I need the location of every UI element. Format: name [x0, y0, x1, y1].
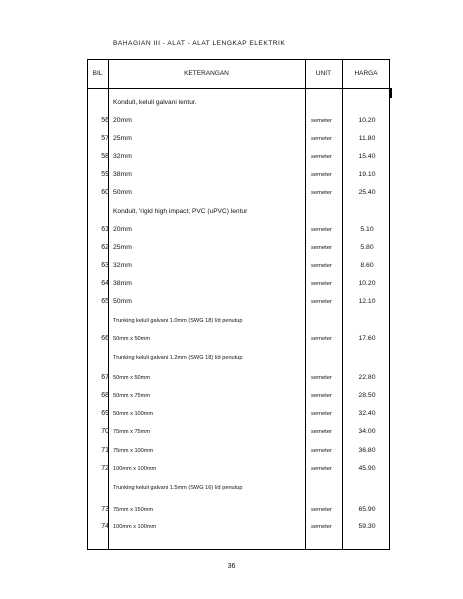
- table-row: [87, 133, 390, 145]
- row-price: 11.80: [358, 135, 376, 142]
- table-row: [87, 372, 390, 384]
- row-description: 100mm x 100mm: [113, 466, 157, 472]
- row-bil: 59: [101, 171, 109, 178]
- row-bil: 74: [101, 523, 109, 530]
- row-price: 10.20: [358, 280, 376, 287]
- row-unit: semeter: [311, 393, 332, 399]
- row-unit: semeter: [311, 227, 332, 233]
- row-price: 34.00: [358, 428, 376, 435]
- section-title: Trunking keluli galvani 1.2mm (SWG 18) l/d penutup: [113, 355, 243, 361]
- row-unit: semeter: [311, 190, 332, 196]
- row-description: 50mm: [113, 298, 132, 305]
- table-row: [87, 278, 390, 290]
- table-row: [87, 260, 390, 272]
- row-description: 32mm: [113, 153, 132, 160]
- table-edge-marker: [389, 88, 392, 98]
- row-unit: semeter: [311, 375, 332, 381]
- column-header-bil: BIL: [92, 70, 103, 77]
- row-bil: 56: [101, 117, 109, 124]
- header-separator: [87, 88, 390, 89]
- table-row: [87, 224, 390, 236]
- row-unit: semeter: [311, 466, 332, 472]
- row-description: 75mm x 150mm: [113, 507, 154, 513]
- row-description: 20mm: [113, 226, 132, 233]
- row-price: 28.50: [358, 392, 376, 399]
- row-price: 45.90: [358, 465, 376, 472]
- row-bil: 62: [101, 244, 109, 251]
- row-description: 50mm x 50mm: [113, 336, 150, 342]
- table-row: [87, 390, 390, 402]
- row-price: 32.40: [358, 410, 376, 417]
- row-price: 17.60: [358, 335, 376, 342]
- section-title: Konduit, 'rigid high impact; PVC (uPVC) lentur: [113, 208, 248, 215]
- row-bil: 72: [101, 465, 109, 472]
- row-price: 25.40: [358, 189, 376, 196]
- row-price: 15.40: [358, 153, 376, 160]
- row-description: 50mm: [113, 189, 132, 196]
- table-row: [87, 408, 390, 420]
- row-unit: semeter: [311, 172, 332, 178]
- row-bil: 64: [101, 280, 109, 287]
- row-description: 75mm x 75mm: [113, 429, 150, 435]
- page-heading: BAHAGIAN III - ALAT - ALAT LENGKAP ELEKTRIK: [113, 40, 286, 47]
- row-description: 38mm: [113, 171, 132, 178]
- table-row: [87, 445, 390, 457]
- column-header-unit: UNIT: [315, 70, 332, 77]
- row-unit: semeter: [311, 411, 332, 417]
- table-row: [87, 426, 390, 438]
- row-description: 75mm x 100mm: [113, 448, 154, 454]
- section-title: Konduit, keluli galvani lentur.: [113, 99, 197, 106]
- section-title: Trunking keluli galvani 1.0mm (SWG 18) l/d penutup: [113, 318, 243, 324]
- row-bil: 63: [101, 262, 109, 269]
- row-price: 5.10: [360, 226, 374, 233]
- row-unit: semeter: [311, 118, 332, 124]
- row-bil: 60: [101, 189, 109, 196]
- row-description: 32mm: [113, 262, 132, 269]
- row-price: 22.80: [358, 374, 376, 381]
- row-bil: 71: [101, 447, 109, 454]
- row-description: 20mm: [113, 117, 132, 124]
- row-bil: 70: [101, 428, 109, 435]
- row-bil: 66: [101, 335, 109, 342]
- row-unit: semeter: [311, 136, 332, 142]
- row-bil: 68: [101, 392, 109, 399]
- table-row: [87, 296, 390, 308]
- table-row: [87, 504, 390, 516]
- row-unit: semeter: [311, 263, 332, 269]
- row-unit: semeter: [311, 524, 332, 530]
- row-unit: semeter: [311, 281, 332, 287]
- row-price: 12.10: [358, 298, 376, 305]
- row-bil: 57: [101, 135, 109, 142]
- row-unit: semeter: [311, 336, 332, 342]
- table-row: [87, 242, 390, 254]
- row-unit: semeter: [311, 507, 332, 513]
- row-description: 50mm x 50mm: [113, 375, 150, 381]
- column-header-harga: HARGA: [354, 70, 378, 77]
- row-bil: 69: [101, 410, 109, 417]
- section-title: Trunking keluli galvani 1.5mm (SWG 16) l/d penutup: [113, 485, 243, 491]
- row-price: 19.10: [358, 171, 376, 178]
- row-description: 38mm: [113, 280, 132, 287]
- table-row: [87, 333, 390, 345]
- row-description: 25mm: [113, 244, 132, 251]
- row-price: 5.80: [360, 244, 374, 251]
- row-description: 25mm: [113, 135, 132, 142]
- table-row: [87, 169, 390, 181]
- column-header-keterangan: KETERANGAN: [184, 70, 229, 77]
- row-description: 50mm x 75mm: [113, 393, 150, 399]
- row-bil: 73: [101, 506, 109, 513]
- row-bil: 58: [101, 153, 109, 160]
- table-row: [87, 187, 390, 199]
- row-price: 10.20: [358, 117, 376, 124]
- table-row: [87, 521, 390, 533]
- row-unit: semeter: [311, 299, 332, 305]
- row-bil: 65: [101, 298, 109, 305]
- row-unit: semeter: [311, 448, 332, 454]
- row-price: 36.80: [358, 447, 376, 454]
- row-price: 59.30: [358, 523, 376, 530]
- row-bil: 61: [101, 226, 109, 233]
- table-row: [87, 151, 390, 163]
- table-row: [87, 463, 390, 475]
- row-unit: semeter: [311, 154, 332, 160]
- row-unit: semeter: [311, 245, 332, 251]
- row-unit: semeter: [311, 429, 332, 435]
- row-description: 100mm x 100mm: [113, 524, 157, 530]
- table-row: [87, 115, 390, 127]
- row-price: 8.60: [360, 262, 374, 269]
- row-price: 65.90: [358, 506, 376, 513]
- row-description: 50mm x 100mm: [113, 411, 154, 417]
- row-bil: 67: [101, 374, 109, 381]
- page-number: 36: [227, 563, 236, 570]
